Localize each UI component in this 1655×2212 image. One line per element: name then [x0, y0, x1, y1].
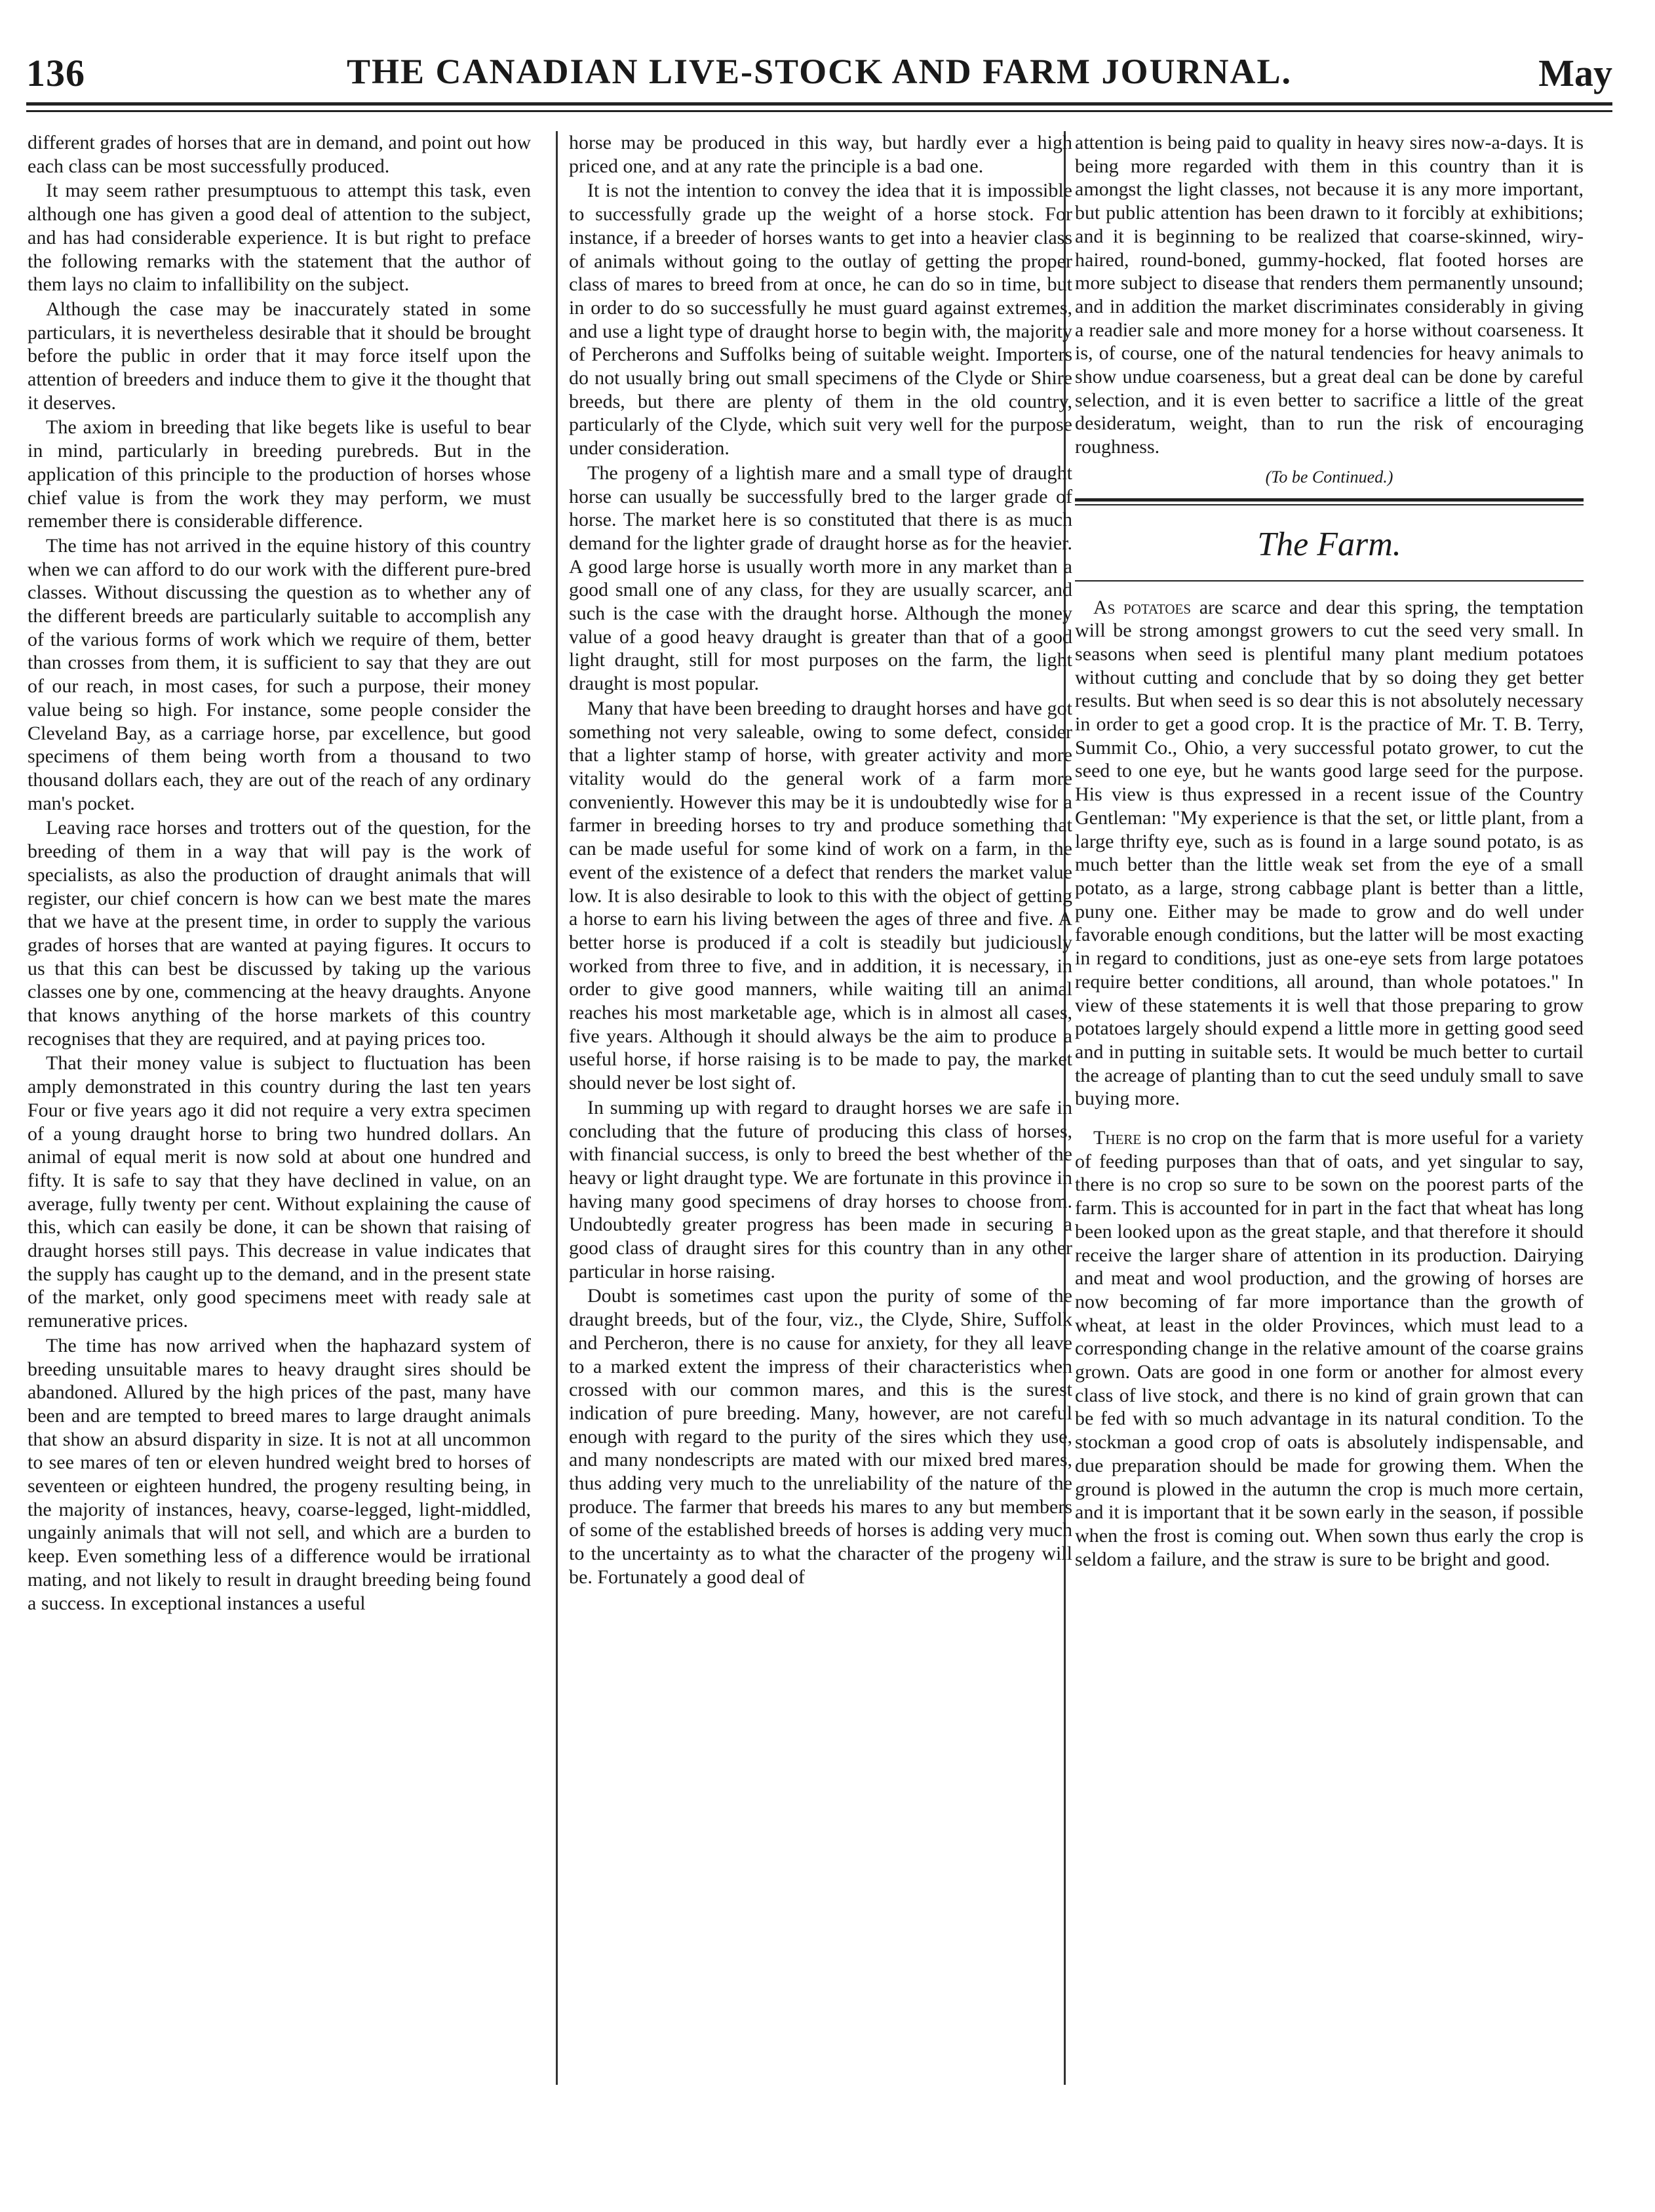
column-3	[1075, 131, 1584, 1572]
paragraph: Although the case may be inaccurately stated in some particulars, it is nevertheless desirable that it should be brought before the public in order that it may force itself upon the attention of breeders and induce them to give it the thought that it deserves.	[28, 298, 531, 414]
page-number: 136	[26, 52, 85, 94]
paragraph: The progeny of a lightish mare and a small type of draught horse can usually be successfully bred to the larger grade of horse. The market here is so constituted that there is as much demand for the lighter grade of draught horse as for the heavier. A good large horse is usually worth more in any market than a good small one of any class, for they are usually scarcer, and such is the case with the draught horse. Although the money value of a good heavy draught is greater than that of a good light draught, still for most purposes on the farm, the light draught is most popular.	[569, 462, 1072, 695]
paragraph: In summing up with regard to draught horses we are safe in concluding that the future of producing this class of horses, with financial success, is only to breed the best whether of the heavy or light draught type. We are fortunate in this province in having many good specimens of dray horses to choose from. Undoubtedly greater progress has been made in securing a good class of draught sires for this country than in any other particular in horse raising.	[569, 1096, 1072, 1282]
paragraph: That their money value is subject to fluctuation has been amply demonstrated in this country during the last ten years Four or five years ago it did not require a very extra specimen of a young draught horse to bring two hundred dollars. An animal of equal merit is now sold at about one hundred and fifty. It is safe to say that they have declined in value, on an average, fully twenty per cent. Without explaining the cause of this, which can easily be done, it can be shown that raising of draught horses still pays. This decrease in value indicates that the supply has caught up to the demand, and in the present state of the market, only good specimens meet with ready sale at remunerative prices.	[28, 1052, 531, 1332]
paragraph: It is not the intention to convey the idea that it is impossible to successfully grade up the weight of a horse stock. For instance, if a breeder of horses wants to get into a heavier class of animals without going to the outlay of getting the proper class of mares to breed from at once, he can do so in time, but in order to do so successfully he must guard against extremes, and use a light type of draught horse to begin with, the majority of Percherons and Suffolks being of suitable weight. Importers do not usually bring out small specimens of the Clyde or Shire breeds, but there are plenty of them in the old country, particularly of the Clyde, which suit very well for the purpose under consideration.	[569, 180, 1072, 460]
paragraph: attention is being paid to quality in heavy sires now-a-days. It is being more regarded with them in this country than it is amongst the light classes, not because it is any more important, but public attention has been drawn to it forcibly at exhibitions; and it is beginning to be realized that coarse-skinned, wiry-haired, round-boned, gummy-hocked, flat footed horses are more subject to disease that renders them permanently unsound; and in addition the market discriminates considerably in giving a readier sale and more money for a horse without coarseness. It is, of course, one of the natural tendencies for heavy animals to show undue coarseness, but a great deal can be done by careful selection, and it is even better to sacrifice a little of the great desideratum, weight, than to run the risk of encouraging roughness.	[1075, 132, 1584, 458]
section-rule-thin	[1075, 580, 1584, 582]
paragraph: The axiom in breeding that like begets like is useful to bear in mind, particularly in breeding purebreds. But in the application of this principle to the production of horses whose chief value is from the work they may perform, we must remember there is considerable difference.	[28, 416, 531, 532]
column-2	[569, 131, 1072, 1590]
journal-title: THE CANADIAN LIVE-STOCK AND FARM JOURNAL.	[346, 52, 1293, 91]
lead-words: There	[1093, 1127, 1142, 1149]
column-1	[28, 131, 531, 1616]
paragraph-gap	[1075, 1112, 1584, 1126]
paragraph: Leaving race horses and trotters out of the question, for the breeding of them in a way that will pay is the work of specialists, as also the production of draught animals that will register, our chief concern is how can we best mate the mares that we have at the present time, in order to supply the various grades of horses that are wanted at paying figures. It occurs to us that this can best be discussed by taking up the various classes one by one, commencing at the heavy draughts. Anyone that knows anything of the horse markets of this country recognises that they are required, and at paying prices too.	[28, 817, 531, 1050]
header-rule-thin	[26, 110, 1612, 112]
paragraph: Many that have been breeding to draught horses and have got something not very saleable, owing to some defect, consider that a lighter stamp of horse, with greater activity and more vitality would do the general work of a farm more conveniently. However this may be it is undoubtedly wise for a farmer in breeding horses to try and produce something that can be made useful for some kind of work on a farm, in the event of the existence of a defect that renders the market value low. It is also desirable to look to this with the object of getting a horse to earn his living between the ages of three and five. A better horse is produced if a colt is steadily but judiciously worked from three to five, and in addition, it is necessary, in order to give good manners, while waiting till an animal reaches his most marketable age, which is in almost all cases, five years. Although it should always be the aim to produce a useful horse, if horse raising is to be made to pay, the market should never be lost sight of.	[569, 697, 1072, 1094]
paragraph: different grades of horses that are in demand, and point out how each class can be most successfully produced.	[28, 132, 531, 177]
paragraph-text: is no crop on the farm that is more useful for a variety of feeding purposes than that of oats, and yet singular to say, there is no crop so sure to be sown on the poorest parts of the farm. This is accounted for in part in the fact that wheat has long been looked upon as the great staple, and that therefore it should receive the larger share of attention in its production. Dairying and meat and wool production, and the growing of horses are now becoming of far more importance than the growth of wheat, at least in the older Provinces, which must lead to a corresponding change in the relative amount of the coarse grains grown. Oats are good in one form or another for almost every class of live stock, and there is no kind of grain grown that can be fed with so much advantage in its natural condition. To the stockman a good crop of oats is absolutely indispensable, and due preparation should be made for growing them. When the ground is plowed in the autumn the crop is much more certain, and it is important that it be sown early in the season, if possible when the frost is coming out. When sown thus early the crop is seldom a failure, and the straw is sure to be bright and good.	[1075, 1127, 1584, 1570]
continued-label: (To be Continued.)	[1265, 467, 1393, 486]
section-rule-thin	[1075, 504, 1584, 505]
paragraph: It may seem rather presumptuous to attempt this task, even although one has given a good deal of attention to the subject, and has had considerable experience. It is but right to preface the following remarks with the statement that the author of them lays no claim to infallibility on the subject.	[28, 180, 531, 296]
paragraph: The time has now arrived when the haphazard system of breeding unsuitable mares to heavy draught sires should be abandoned. Allured by the high prices of the past, many have been and are tempted to breed mares to large draught animals that show an absurd disparity in size. It is not at all uncommon to see mares of ten or eleven hundred weight bred to horses of seventeen or eighteen hundred, the progeny resulting being, in the majority of instances, heavy, coarse-legged, light-middled, ungainly animals that will not sell, and which are a burden to keep. Even something less of a difference would be irrational mating, and not likely to result in draught breeding being found a success. In exceptional instances a useful	[28, 1334, 531, 1614]
page-header	[26, 51, 1612, 97]
column-divider	[556, 131, 558, 2085]
section-header-block	[1075, 498, 1584, 582]
paragraph	[1075, 1126, 1584, 1571]
section-rule	[1075, 498, 1584, 502]
paragraph: Doubt is sometimes cast upon the purity of some of the draught breeds, but of the four, viz., the Clyde, Shire, Suffolk and Percheron, there is no cause for anxiety, for they all leave to a marked extent the impress of their characteristics when crossed with our common mares, and this is the surest indication of pure breeding. Many, however, are not careful enough with regard to the purity of the sires which they use, and many nondescripts are mated with our mixed bred mares, thus adding very much to the unreliability of the nature of the produce. The farmer that breeds his mares to any but members of some of the established breeds of horses is adding very much to the uncertainty as to what the character of the progeny will be. Fortunately a good deal of	[569, 1285, 1072, 1588]
lead-words: As potatoes	[1093, 596, 1192, 618]
paragraph-text: are scarce and dear this spring, the temptation will be strong amongst growers to cut the seed very small. In seasons when seed is plentiful many plant medium potatoes without cutting and conclude that by so doing they get better results. But when seed is so dear this is not absolutely necessary in order to get a good crop. It is the practice of Mr. T. B. Terry, Summit Co., Ohio, a very successful potato grower, to cut the seed to one eye, but he wants good large seed for the purpose. His view is thus expressed in a recent issue of the Country Gentleman: "My experience is that the set, or little plant, from a large thrifty eye, such as is found in a large sound potato, is as much better than the little weak set from the eye of a small potato, as a large, strong cabbage plant is better than a little, puny one. Either may be made to grow and do well under favorable enough conditions, but the latter will be most exacting in regard to conditions, just as one-eye sets from large potatoes require better conditions, all around, than whole potatoes." In view of these statements it is well that those preparing to grow potatoes largely should expend a little more in getting good seed and in putting in suitable sets. It would be much better to curtail the acreage of planting than to cut the seed unduly small to save buying more.	[1075, 596, 1584, 1110]
header-rule	[26, 102, 1612, 106]
paragraph: horse may be produced in this way, but hardly ever a high priced one, and at any rate the principle is a bad one.	[569, 132, 1072, 177]
paragraph	[1075, 596, 1584, 1111]
paragraph: The time has not arrived in the equine history of this country when we can afford to do our work with the different pure-bred classes. Without discussing the question as to whether any of the different breeds are particularly suitable to accomplish any of the various forms of work which we require of them, better than crosses from them, it is sufficient to say that they are out of our reach, in most cases, for such a purpose, their money value being so high. For instance, some people consider the Cleveland Bay, as a carriage horse, par excellence, but good specimens of them being worth from a thousand to two thousand dollars each, they are out of the reach of any ordinary man's pocket.	[28, 534, 531, 814]
section-heading: The Farm.	[1257, 525, 1401, 563]
issue-month: May	[1538, 52, 1612, 94]
